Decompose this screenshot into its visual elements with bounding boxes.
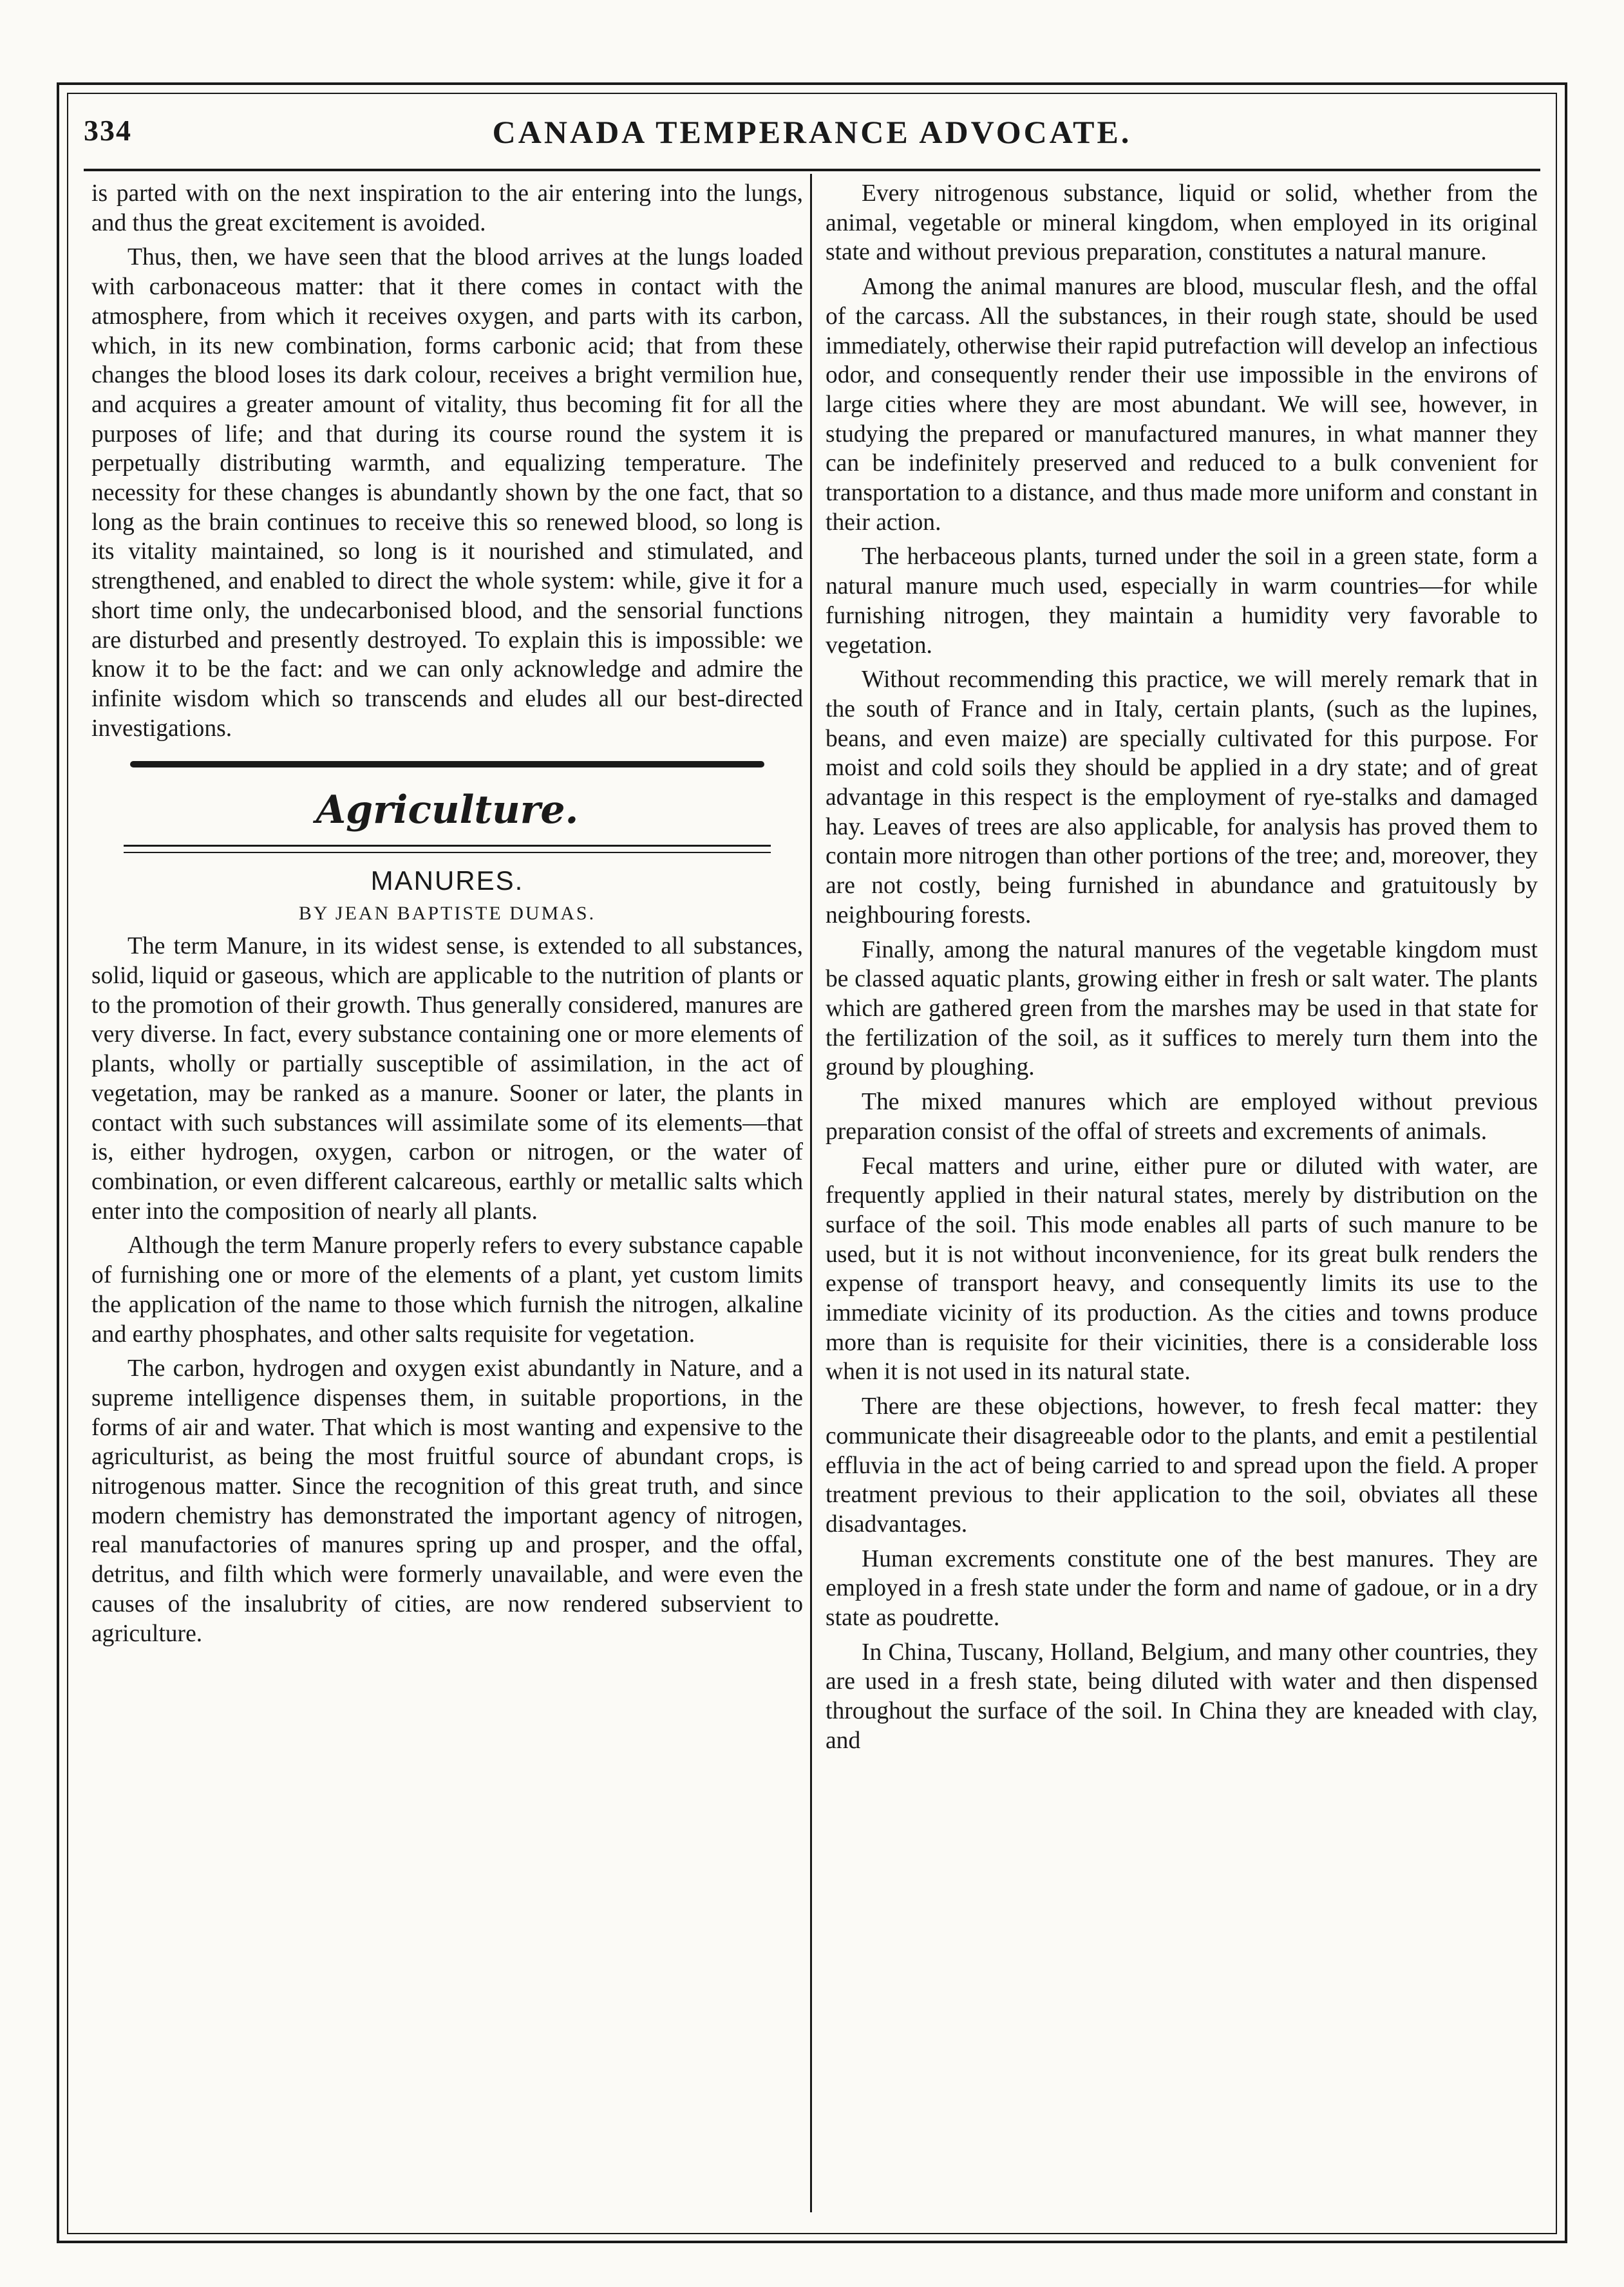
page-header bbox=[84, 113, 1540, 171]
paragraph: Among the animal manures are blood, muscular flesh, and the offal of the carcass. All the substances, in their rough state, should be used immediately, otherwise their rapid putrefaction will develop an infectious odor, and consequently render their use impossible in the environs of large cities where they are most abundant. We will see, however, in studying the prepared or manufactured manures, in what manner they can be indefinitely preserved and reduced to a bulk convenient for transportation to a distance, and thus made more uniform and constant in their action. bbox=[826, 274, 1538, 536]
paragraph: The carbon, hydrogen and oxygen exist abundantly in Nature, and a supreme intelligence dispenses them, in suitable proportions, in the forms of air and water. That which is most wanting and expensive to the agriculturist, as being the most fruitful source of abundant crops, is nitrogenous matter. Since the recognition of this great truth, and since modern chemistry has demonstrated the important agency of nitrogen, real manufactories of manures spring up and prosper, and the offal, detritus, and filth which were formerly unavailable, and were even the causes of the insalubrity of cities, are now rendered subservient to agriculture. bbox=[91, 1355, 803, 1647]
paragraph: The term Manure, in its widest sense, is extended to all substances, solid, liquid or gaseous, which are applicable to the nutrition of plants or to the promotion of their growth. Thus generally considered, manures are very diverse. In fact, every substance containing one or more elements of plants, wholly or partially susceptible of assimilation, in the act of vegetation, may be ranked as a manure. Sooner or later, the plants in contact with such substances will assimilate some of its elements—that is, either hydrogen, oxygen, carbon or nitrogen, or the water of combination, or even different calcareous, earthly or metallic salts which enter into the composition of nearly all plants. bbox=[91, 933, 803, 1225]
article-byline: BY JEAN BAPTISTE DUMAS. bbox=[298, 903, 596, 925]
section-divider bbox=[130, 761, 764, 767]
paragraph: The herbaceous plants, turned under the soil in a green state, form a natural manure much used, especially in warm countries—for while furnishing nitrogen, they maintain a humidity very favorable to vegetation. bbox=[826, 543, 1538, 659]
paragraph: Although the term Manure properly refers to every substance capable of furnishing one or more of the elements of a plant, yet custom limits the application of the name to those which furnish the nitrogen, alkaline and earthy phosphates, and other salts requisite for vegetation. bbox=[91, 1232, 803, 1348]
paragraph: Without recommending this practice, we will merely remark that in the south of France and in Italy, certain plants, (such as the lupines, beans, and even maize) are specially cultivated for this purpose. For moist and cold soils they should be applied in a dry state; and of great advantage in this respect is the employment of rye-stalks and damaged hay. Leaves of trees are also applicable, for analysis has proved them to contain more nitrogen than other portions of the tree; and, moreover, they are not costly, being furnished in abundance and gratuitously by neighbouring forests. bbox=[826, 666, 1538, 928]
paragraph: There are these objections, however, to fresh fecal matter: they communicate their disagreeable odor to the plants, and emit a pestilential effluvia in the act of being carried to and spread upon the field. A proper treatment previous to their application to the soil, obviates all these disadvantages. bbox=[826, 1393, 1538, 1538]
paragraph: The mixed manures which are employed without previous preparation consist of the offal of streets and excrements of animals. bbox=[826, 1089, 1538, 1145]
right-column bbox=[826, 179, 1538, 2207]
paragraph: Finally, among the natural manures of the vegetable kingdom must be classed aquatic plants, growing either in fresh or salt water. The plants which are gathered green from the marshes may be used in that state for the fertilization of the soil, as it suffices to merely turn them into the ground by ploughing. bbox=[826, 936, 1538, 1081]
paragraph: Thus, then, we have seen that the blood arrives at the lungs loaded with carbonaceous matter: that it there comes in contact with the atmosphere, from which it receives oxygen, and parts with its carbon, which, in its new combination, forms carbonic acid; that from these changes the blood loses its dark colour, receives a bright vermilion hue, and acquires a greater amount of vitality, thus becoming fit for all the purposes of life; and that during its course round the system it is perpetually distributing warmth, and equalizing temperature. The necessity for these changes is abundantly shown by the one fact, that so long as the brain continues to receive this so renewed blood, so long is its vitality maintained, so long is it nourished and stimulated, and strengthened, and enabled to direct the whole system: while, give it for a short time only, the undecarbonised blood, and the sensorial functions are disturbed and presently destroyed. To explain this is impossible: we know it to be the fact: and we can only acknowledge and admire the infinite wisdom which so transcends and eludes all our best-directed investigations. bbox=[91, 244, 803, 742]
paragraph: Fecal matters and urine, either pure or diluted with water, are frequently applied in their natural states, merely by distribution on the surface of the soil. This mode enables all parts of such manure to be used, but it is not without inconvenience, for its great bulk renders the expense of transport heavy, and consequently limits its use to the immediate vicinity of its production. As the cities and towns produce more than is requisite for their vicinities, there is a considerable loss when it is not used in its natural state. bbox=[826, 1153, 1538, 1386]
paragraph: In China, Tuscany, Holland, Belgium, and many other countries, they are used in a fresh state, being diluted with water and then dispensed throughout the surface of the soil. In China they are kneaded with clay, and bbox=[826, 1639, 1538, 1754]
paragraph: Human excrements constitute one of the best manures. They are employed in a fresh state under the form and name of gadoue, or in a dry state as poudrette. bbox=[826, 1545, 1538, 1632]
column-divider bbox=[810, 174, 812, 2212]
page-number: 334 bbox=[84, 114, 132, 147]
paragraph: is parted with on the next inspiration to the air entering into the lungs, and thus the great excitement is avoided. bbox=[91, 180, 803, 236]
section-title: Agriculture. bbox=[316, 787, 579, 833]
paragraph: Every nitrogenous substance, liquid or solid, whether from the animal, vegetable or mineral kingdom, when employed in its original state and without previous preparation, constitutes a natural manure. bbox=[826, 180, 1538, 266]
header-rule bbox=[84, 169, 1540, 171]
journal-title: CANADA TEMPERANCE ADVOCATE. bbox=[492, 114, 1132, 150]
article-title: MANURES. bbox=[370, 865, 524, 896]
double-rule bbox=[124, 845, 771, 853]
left-column bbox=[91, 179, 803, 2207]
